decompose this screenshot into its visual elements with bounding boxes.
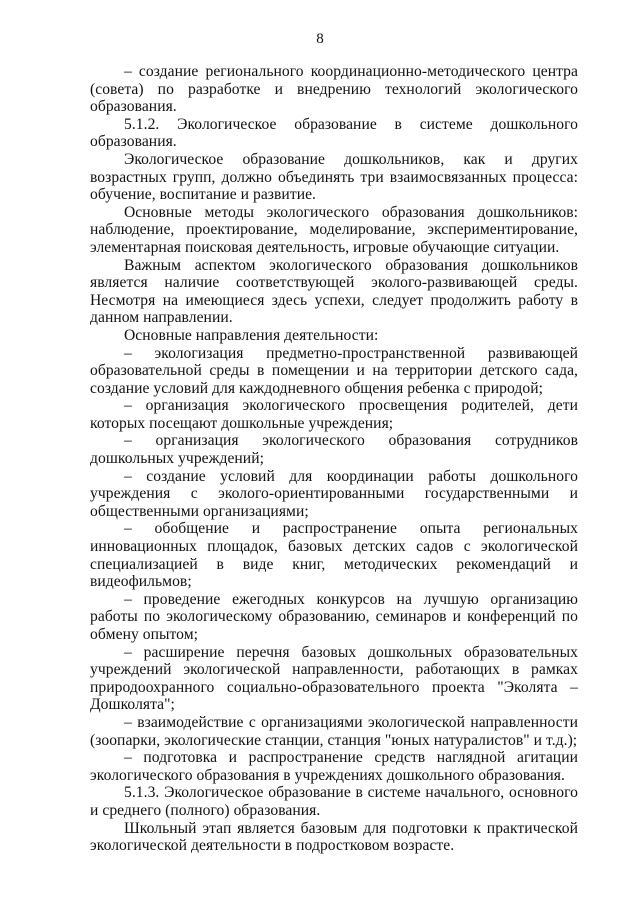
paragraph: Важным аспектом экологического образования дошкольников является наличие соответствующей эколого-развивающей среды. Несмотря на имеющиеся здесь успехи, следует продолжить работу в данном направлении. <box>90 256 578 327</box>
list-item: – организация экологического просвещения родителей, дети которых посещают дошкольные учреждения; <box>90 397 578 432</box>
page-number: 8 <box>316 31 324 47</box>
section-heading-5-1-2: 5.1.2. Экологическое образование в системе дошкольного образования. <box>90 115 578 151</box>
list-item: – создание условий для координации работы дошкольного учреждения с эколого-ориентированными государственными и общественными организациями; <box>90 467 578 520</box>
list-item: – обобщение и распространение опыта региональных инновационных площадок, базовых детских садов с экологической специализацией в виде книг, методических рекомендаций и видеофильмов; <box>90 520 578 591</box>
paragraph: Основные методы экологического образования дошкольников: наблюдение, проектирование, моделирование, экспериментирование, элементарная поисковая деятельность, игровые обучающие ситуации. <box>90 203 578 256</box>
list-item: – расширение перечня базовых дошкольных образовательных учреждений экологической направленности, работающих в рамках природоохранного социально-образовательного проекта "Эколята – Дошколята"; <box>90 643 578 714</box>
paragraph: Школьный этап является базовым для подготовки к практической экологической деятельности в подростковом возрасте. <box>90 819 578 855</box>
list-item: – проведение ежегодных конкурсов на лучшую организацию работы по экологическому образованию, семинаров и конференций по обмену опытом; <box>90 590 578 643</box>
paragraph-regional-center: – создание регионального координационно-методического центра (совета) по разработке и внедрению технологий экологического образования. <box>90 63 578 116</box>
paragraph: Экологическое образование дошкольников, как и других возрастных групп, должно объединять три взаимосвязанных процесса: обучение, воспитание и развитие. <box>90 150 578 204</box>
section-heading-5-1-3: 5.1.3. Экологическое образование в системе начального, основного и среднего (полного) образования. <box>90 784 578 819</box>
document-body <box>90 63 578 855</box>
list-item: – экологизация предметно-пространственной развивающей образовательной среды в помещении и на территории детского сада, создание условий для каждодневного общения ребенка с природой; <box>90 344 578 397</box>
list-item: – взаимодействие с организациями экологической направленности (зоопарки, экологические станции, станция "юных натуралистов" и т.д.); <box>90 713 578 749</box>
list-item: – организация экологического образования сотрудников дошкольных учреждений; <box>90 432 578 468</box>
list-heading: Основные направления деятельности: <box>124 326 379 344</box>
list-item: – подготовка и распространение средств наглядной агитации экологического образования в учреждениях дошкольного образования. <box>90 749 578 784</box>
